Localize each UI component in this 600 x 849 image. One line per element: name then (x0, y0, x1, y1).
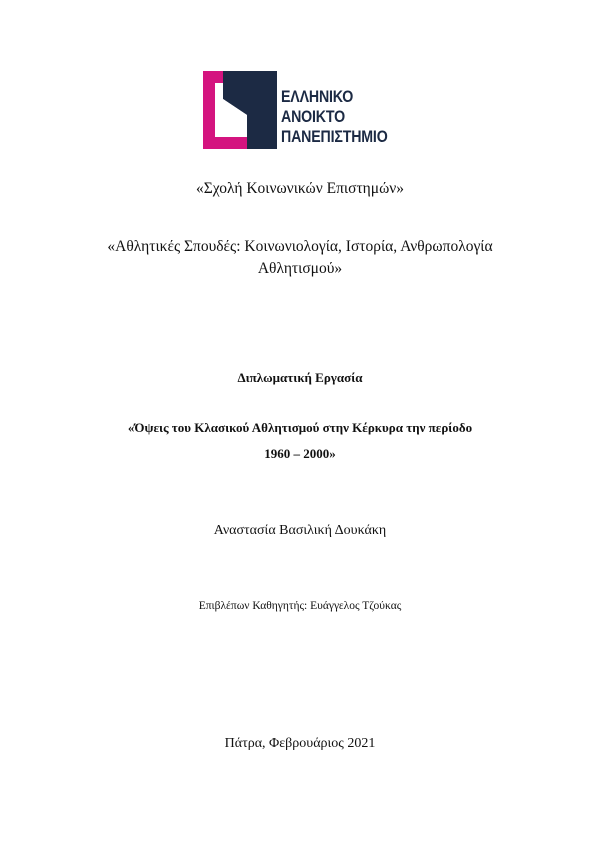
university-emblem-icon (203, 71, 277, 149)
programme-name-line-2: Αθλητισμού» (257, 260, 343, 277)
programme-name-line-1: «Αθλητικές Σπουδές: Κοινωνιολογία, Ιστορία, Ανθρωπολογία (107, 238, 493, 255)
university-logo (203, 71, 423, 149)
school-name: «Σχολή Κοινωνικών Επιστημών» (195, 180, 405, 197)
thesis-title-line-1: «Όψεις του Κλασικού Αθλητισμού στην Κέρκυρα την περίοδο (127, 420, 473, 435)
place-and-date: Πάτρα, Φεβρουάριος 2021 (224, 736, 376, 751)
thesis-title-line-2: 1960 – 2000» (264, 446, 336, 461)
logo-wordmark (281, 87, 388, 147)
logo-line-2: ΑΝΟΙΚΤΟ (281, 108, 345, 126)
author-name: Αναστασία Βασιλική Δουκάκη (213, 523, 387, 538)
supervisor: Επιβλέπων Καθηγητής: Ευάγγελος Τζούκας (198, 600, 402, 612)
logo-line-3: ΠΑΝΕΠΙΣΤΗΜΙΟ (281, 128, 388, 146)
thesis-type: Διπλωματική Εργασία (237, 370, 363, 385)
logo-line-1: ΕΛΛΗΝΙΚΟ (281, 88, 354, 106)
